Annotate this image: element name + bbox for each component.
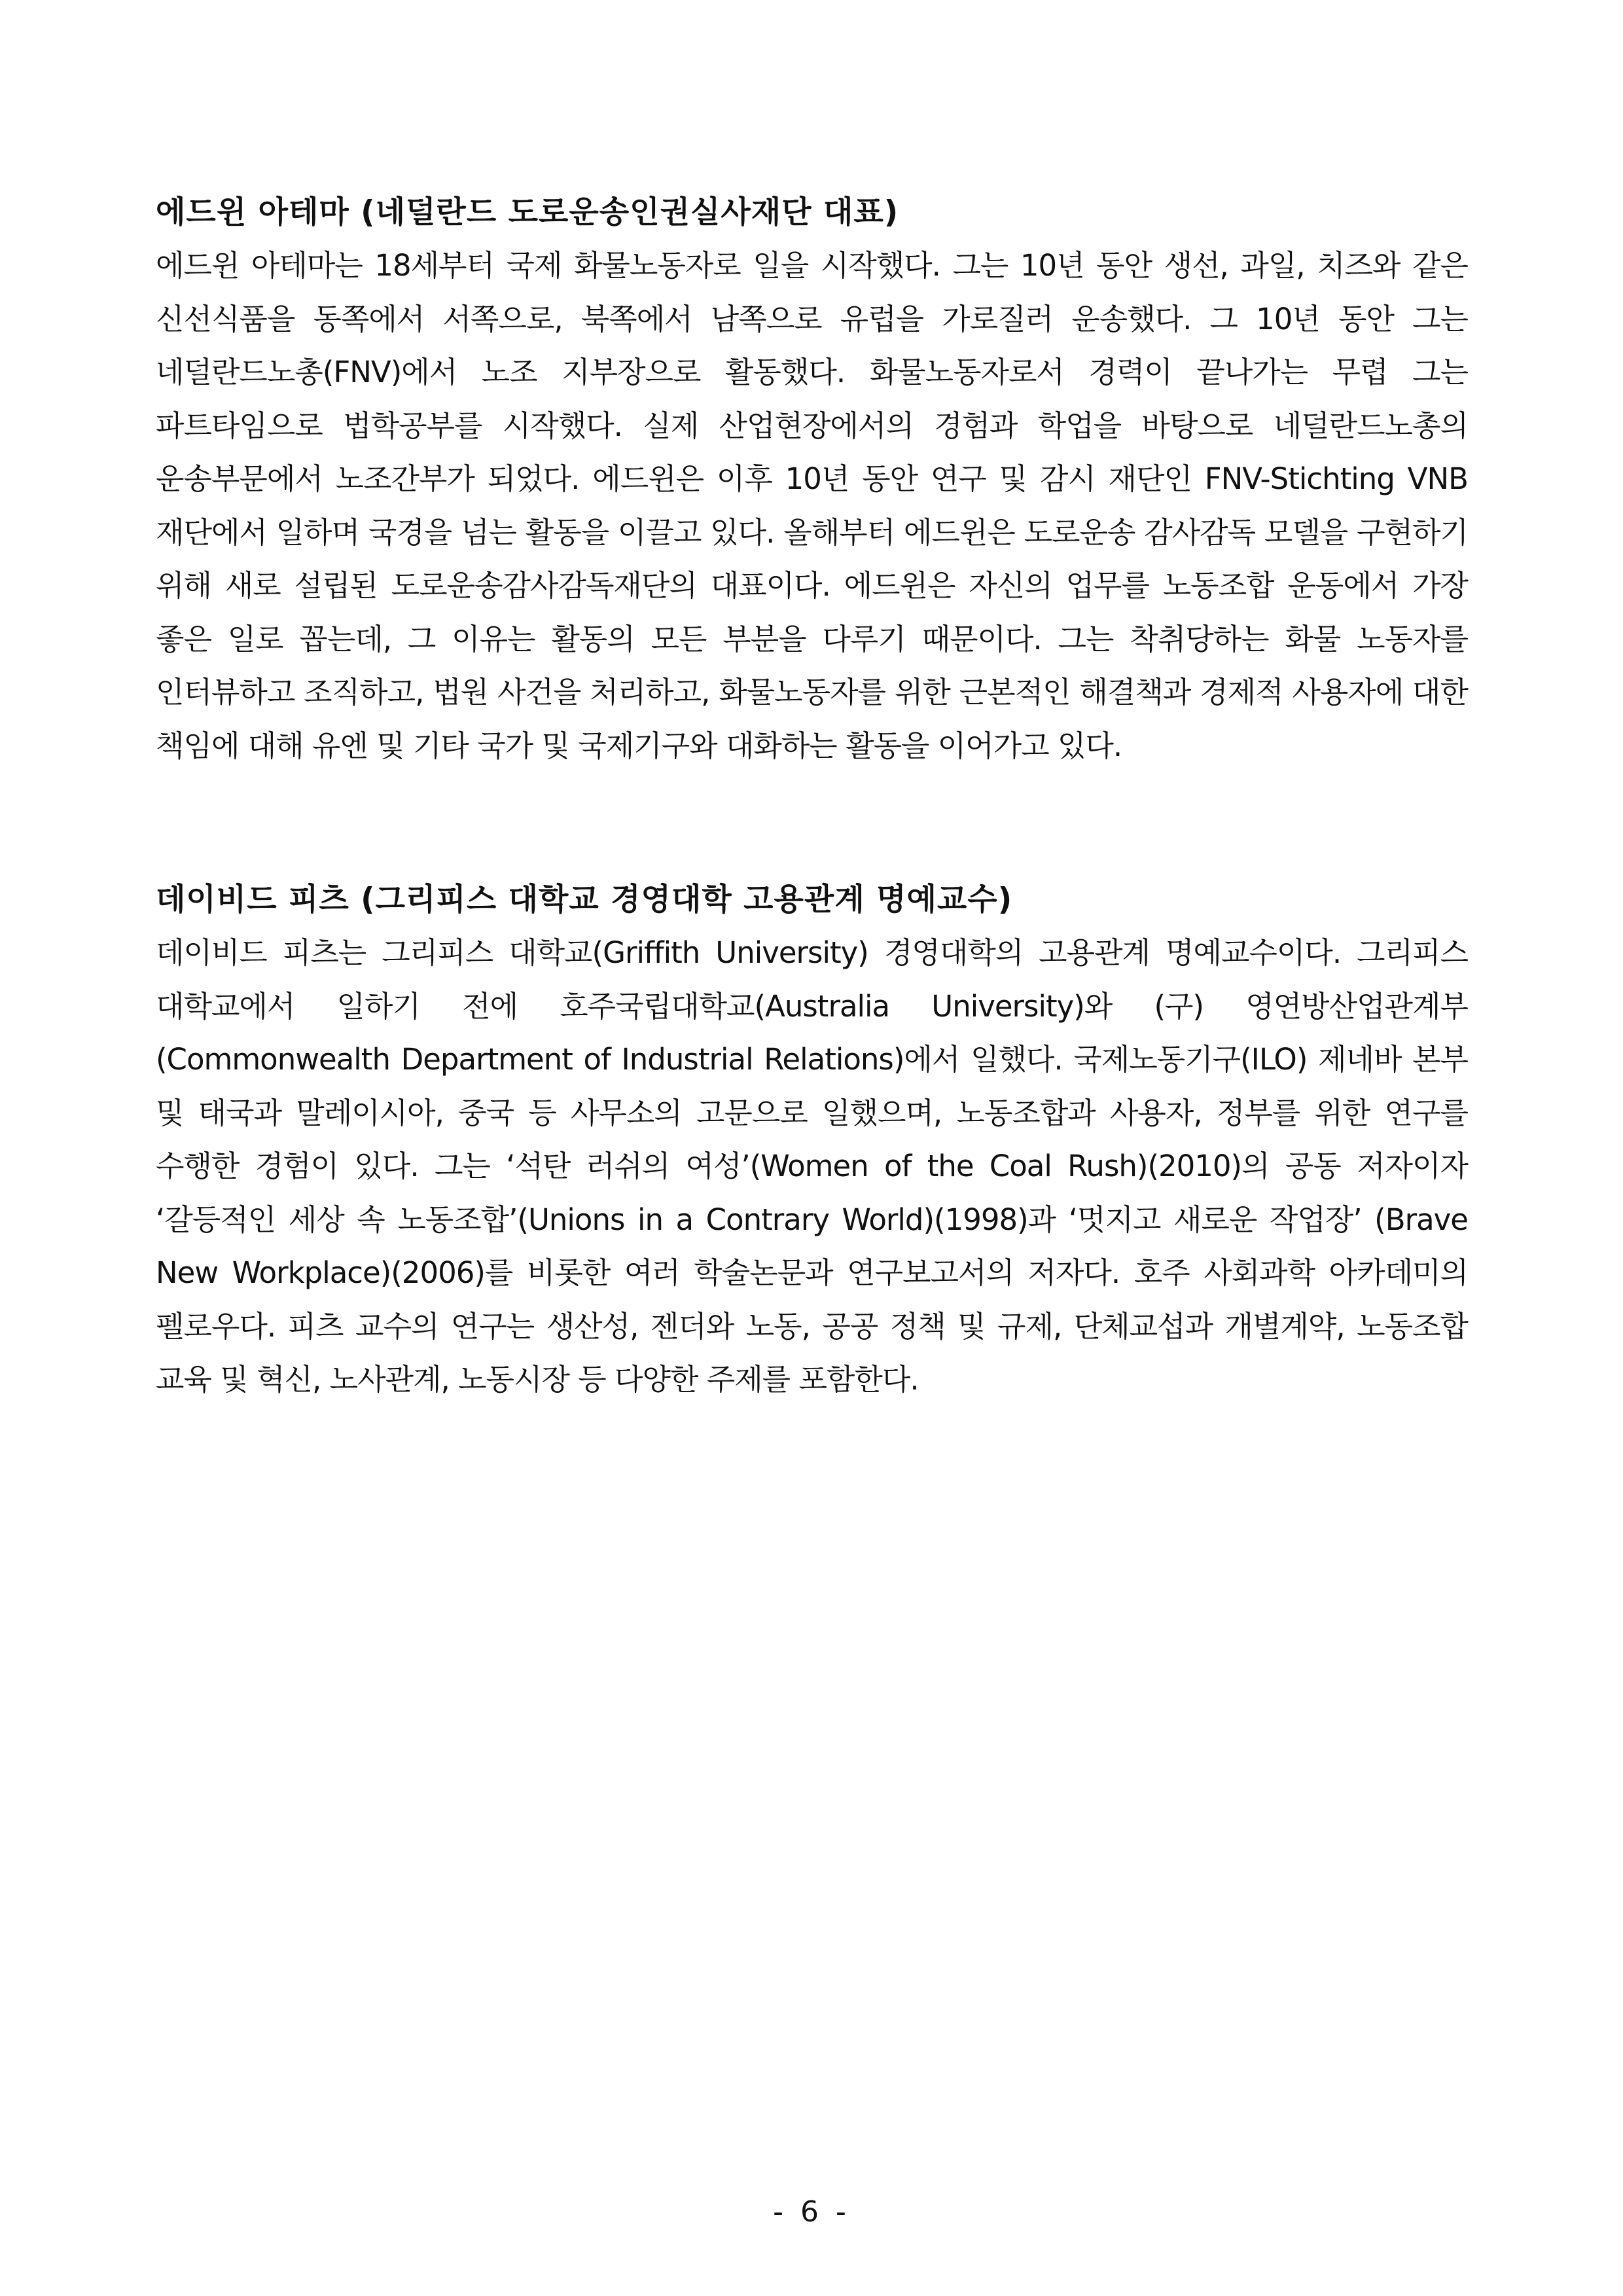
section-heading: 데이비드 피츠 (그리피스 대학교 경영대학 고용관계 명예교수)	[156, 882, 1013, 918]
section-body-paragraph: 데이비드 피츠는 그리피스 대학교(Griffith University) 경영대학의 고용관계 명예교수이다. 그리피스 대학교에서 일하기 전에 호주국립대학교(Australia University)와 (구) 영연방산업관계부(Commonwealth Department of Industrial Relations)에서 일했다. 국제노동기구(ILO) 제네바 본부 및 태국과 말레이시아, 중국 등 사무소의 고문으로 일했으며, 노동조합과 사용자, 정부를 위한 연구를 수행한 경험이 있다. 그는 ‘석탄 러쉬의 여성’(Women of the Coal Rush)(2010)의 공동 저자이자 ‘갈등적인 세상 속 노동조합’(Unions in a Contrary World)(1998)과 ‘멋지고 새로운 작업장’ (Brave New Workplace)(2006)를 비롯한 여러 학술논문과 연구보고서의 저자다. 호주 사회과학 아카데미의 펠로우다. 피츠 교수의 연구는 생산성, 젠더와 노동, 공공 정책 및 규제, 단체교섭과 개별계약, 노동조합 교육 및 혁신, 노사관계, 노동시장 등 다양한 주제를 포함한다.	[156, 935, 1468, 1397]
section-body-paragraph: 에드윈 아테마는 18세부터 국제 화물노동자로 일을 시작했다. 그는 10년 동안 생선, 과일, 치즈와 같은 신선식품을 동쪽에서 서쪽으로, 북쪽에서 남쪽으로 유럽을 가로질러 운송했다. 그 10년 동안 그는 네덜란드노총(FNV)에서 노조 지부장으로 활동했다. 화물노동자로서 경력이 끝나가는 무렵 그는 파트타임으로 법학공부를 시작했다. 실제 산업현장에서의 경험과 학업을 바탕으로 네덜란드노총의 운송부문에서 노조간부가 되었다. 에드윈은 이후 10년 동안 연구 및 감시 재단인 FNV-Stichting VNB 재단에서 일하며 국경을 넘는 활동을 이끌고 있다. 올해부터 에드윈은 도로운송 감사감독 모델을 구현하기 위해 새로 설립된 도로운송감사감독재단의 대표이다. 에드윈은 자신의 업무를 노동조합 운동에서 가장 좋은 일로 꼽는데, 그 이유는 활동의 모든 부분을 다루기 때문이다. 그는 착취당하는 화물 노동자를 인터뷰하고 조직하고, 법원 사건을 처리하고, 화물노동자를 위한 근본적인 해결책과 경제적 사용자에 대한 책임에 대해 유엔 및 기타 국가 및 국제기구와 대화하는 활동을 이어가고 있다.	[156, 248, 1468, 763]
page-number: - 6 -	[773, 2195, 850, 2229]
bio-section-edwin-atema	[156, 187, 1468, 772]
bio-section-david-peetz	[156, 874, 1468, 1407]
section-heading: 에드윈 아테마 (네덜란드 도로운송인권실사재단 대표)	[156, 194, 899, 230]
